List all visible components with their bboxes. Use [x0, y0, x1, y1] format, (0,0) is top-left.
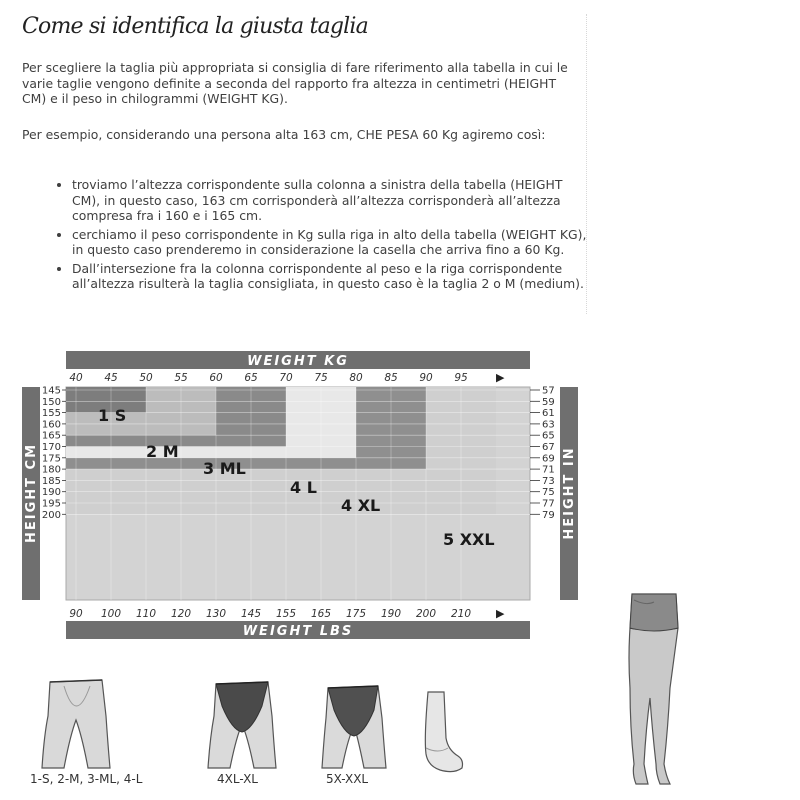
- weight-kg-title: WEIGHT KG: [247, 354, 349, 369]
- figure-briefs-small: [36, 676, 118, 770]
- height-cm-tick: 200: [41, 509, 61, 521]
- height-in-tick: 63: [542, 419, 555, 431]
- height-in-tick: 69: [542, 453, 555, 465]
- weight-kg-tick: 90: [419, 372, 433, 384]
- height-cm-tick: 175: [41, 453, 61, 465]
- weight-lbs-tick: 100: [100, 608, 122, 620]
- size-label: 5 XXL: [443, 530, 495, 549]
- size-label: 3 ML: [203, 459, 246, 478]
- height-in-tick: 65: [542, 430, 555, 442]
- weight-kg-tick: 80: [349, 372, 363, 384]
- height-in-tick: 67: [542, 442, 555, 453]
- weight-lbs-title: WEIGHT LBS: [242, 624, 354, 639]
- height-in-title: HEIGHT IN: [562, 446, 577, 540]
- weight-lbs-tick: 120: [170, 608, 192, 620]
- weight-kg-tick: 50: [139, 372, 153, 384]
- size-label: 4 XL: [341, 496, 381, 515]
- size-label: 4 L: [290, 478, 317, 497]
- weight-kg-tick: 45: [104, 372, 118, 384]
- height-cm-tick: 160: [41, 419, 61, 431]
- example-paragraph: Per esempio, considerando una persona alta 163 cm, CHE PESA 60 Kg agiremo così:: [22, 127, 546, 142]
- height-cm-tick: 190: [41, 487, 61, 499]
- figure-briefs-xl: [204, 676, 280, 770]
- figure-caption: 5X-XXL: [326, 772, 369, 786]
- weight-lbs-tick: 175: [345, 608, 367, 620]
- figure-foot-sock: [418, 688, 466, 778]
- weight-lbs-tick: 130: [205, 608, 227, 620]
- height-in-tick: 73: [542, 475, 555, 487]
- height-cm-tick: 180: [41, 464, 61, 476]
- height-in-tick: 57: [542, 385, 555, 397]
- height-cm-title: HEIGHT CM: [24, 442, 39, 544]
- height-in-tick: 75: [542, 487, 555, 499]
- intro-paragraph: Per scegliere la taglia più appropriata si consiglia di fare riferimento alla tabella in cui le varie taglie vengono definite a seconda del rapporto fra altezza in centimetri (HEIGHT CM) e il peso in chilogrammi (WEIGHT KG).: [22, 60, 568, 106]
- weight-kg-tick: 65: [244, 372, 258, 384]
- weight-lbs-tick: 165: [310, 608, 332, 620]
- weight-lbs-tick: 90: [69, 608, 83, 620]
- arrow-right-icon: ▶: [496, 371, 505, 384]
- height-in-tick: 79: [542, 509, 555, 521]
- height-cm-tick: 185: [41, 475, 61, 487]
- size-label: 1 S: [98, 406, 127, 425]
- weight-lbs-tick: 200: [415, 608, 437, 620]
- weight-lbs-tick: 190: [380, 608, 402, 620]
- page-title: Come si identifica la giusta taglia: [22, 14, 368, 39]
- weight-lbs-tick: 155: [275, 608, 297, 620]
- weight-lbs-tick: 110: [135, 608, 157, 620]
- height-cm-tick: 155: [41, 408, 61, 420]
- figure-caption: 4XL-XL: [217, 772, 258, 786]
- height-cm-tick: 170: [41, 442, 61, 453]
- weight-kg-tick: 85: [384, 372, 398, 384]
- weight-kg-tick: 40: [69, 372, 83, 384]
- instruction-item: • Dall’intersezione fra la colonna corrispondente al peso e la riga corrispondente all’altezza risulterà la taglia consigliata, in questo caso è la taglia 2 o M (medium).: [72, 261, 592, 292]
- weight-lbs-tick: 210: [450, 608, 472, 620]
- height-cm-tick: 195: [41, 498, 61, 510]
- height-cm-tick: 165: [41, 430, 61, 442]
- instructions-list: [48, 177, 592, 295]
- size-label: 2 M: [146, 442, 179, 461]
- instruction-item: • troviamo l’altezza corrispondente sulla colonna a sinistra della tabella (HEIGHT CM), in questo caso, 163 cm corrisponderà all’altezza corrisponderà all’altezza compresa fra i 160 e i 165 cm.: [72, 177, 592, 224]
- height-cm-tick: 150: [41, 396, 61, 408]
- arrow-right-icon: ▶: [496, 607, 505, 620]
- figure-caption: 1-S, 2-M, 3-ML, 4-L: [30, 772, 143, 786]
- height-in-tick: 61: [542, 408, 555, 420]
- height-in-tick: 59: [542, 396, 555, 408]
- height-in-tick: 77: [542, 498, 555, 510]
- weight-kg-tick: 55: [174, 372, 188, 384]
- weight-kg-tick: 70: [279, 372, 293, 384]
- height-cm-tick: 145: [41, 385, 61, 397]
- instruction-item: • cerchiamo il peso corrispondente in Kg sulla riga in alto della tabella (WEIGHT KG), in questo caso prenderemo in considerazione la casella che arriva fino a 60 Kg.: [72, 227, 592, 258]
- weight-kg-tick: 75: [314, 372, 328, 384]
- weight-kg-tick: 95: [454, 372, 468, 384]
- size-chart: [0, 345, 600, 645]
- figure-briefs-xxl: [318, 676, 392, 770]
- height-in-tick: 71: [542, 464, 555, 476]
- weight-lbs-tick: 145: [240, 608, 262, 620]
- weight-kg-tick: 60: [209, 372, 223, 384]
- figure-legs-tights: [616, 588, 692, 788]
